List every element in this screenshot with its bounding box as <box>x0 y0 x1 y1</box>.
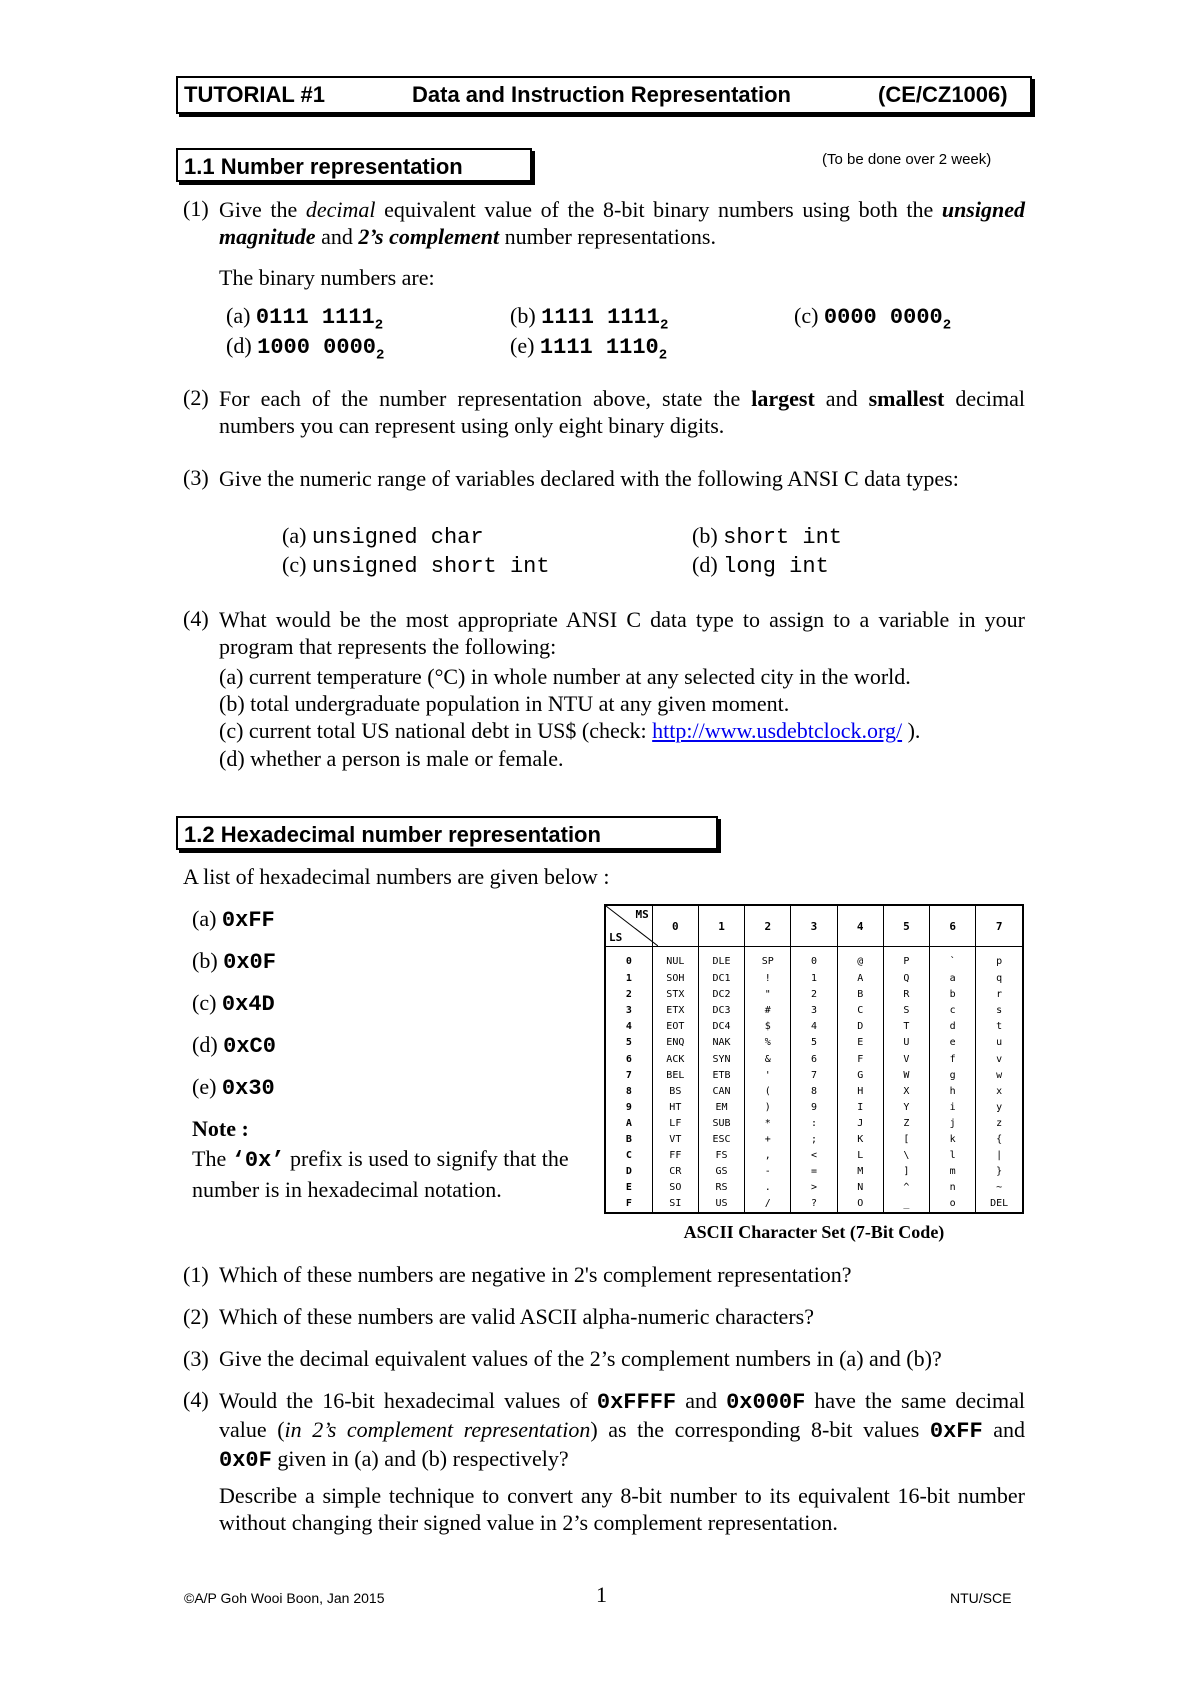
ascii-cell: k <box>930 1131 976 1147</box>
tutorial-number: TUTORIAL #1 <box>184 82 325 107</box>
ascii-cell: DC2 <box>698 987 744 1003</box>
ascii-cell: RS <box>698 1180 744 1196</box>
ascii-cell: o <box>930 1196 976 1212</box>
ascii-cell: 8 <box>791 1083 837 1099</box>
ascii-cell: J <box>837 1115 883 1131</box>
q4-item-b: (b) total undergraduate population in NTU at any given moment. <box>219 691 790 716</box>
ascii-cell: ) <box>745 1099 791 1115</box>
question-text: What would be the most appropriate ANSI C data type to assign to a variable in your program that represents the following: <box>219 607 1025 659</box>
ascii-cell: 9 <box>791 1099 837 1115</box>
question-number: (2) <box>183 385 209 410</box>
ascii-cell: f <box>930 1051 976 1067</box>
hex-item-b: (b) 0x0F <box>192 948 276 975</box>
section-heading-1-1: 1.1 Number representation <box>176 148 532 182</box>
ascii-cell: e <box>930 1035 976 1051</box>
ascii-cell: B <box>837 987 883 1003</box>
ascii-cell: US <box>698 1196 744 1212</box>
binary-list-intro: The binary numbers are: <box>219 265 435 290</box>
ascii-cell: ACK <box>652 1051 698 1067</box>
ascii-cell: L <box>837 1147 883 1163</box>
ascii-cell: h <box>930 1083 976 1099</box>
row-header: 4 <box>625 1021 632 1033</box>
col-header: 3 <box>791 906 837 947</box>
tutorial-title: Data and Instruction Representation <box>412 82 791 107</box>
col-header: 4 <box>837 906 883 947</box>
table-caption: ASCII Character Set (7-Bit Code) <box>683 1222 945 1242</box>
ascii-cell: w <box>976 1067 1022 1083</box>
row-header: 8 <box>625 1085 632 1097</box>
ascii-cell: _ <box>883 1196 929 1212</box>
question-text: Give the decimal equivalent values of the 2’s complement numbers in (a) and (b)? <box>219 1346 942 1371</box>
row-header: 3 <box>625 1005 632 1017</box>
ascii-cell: i <box>930 1099 976 1115</box>
ascii-cell: v <box>976 1051 1022 1067</box>
ascii-cell: VT <box>652 1131 698 1147</box>
ascii-cell: M <box>837 1164 883 1180</box>
ascii-cell: & <box>745 1051 791 1067</box>
ascii-cell: R <box>883 987 929 1003</box>
q4-item-c: (c) current total US national debt in US$ (check: http://www.usdebtclock.org/ ). <box>219 718 921 743</box>
corner-ms-label: MS <box>635 908 649 921</box>
ascii-cell: ? <box>791 1196 837 1212</box>
ascii-cell: BS <box>652 1083 698 1099</box>
row-header: B <box>625 1133 632 1145</box>
row-header: F <box>625 1198 632 1210</box>
ascii-cell: ~ <box>976 1180 1022 1196</box>
ascii-cell: K <box>837 1131 883 1147</box>
ascii-row <box>606 1099 1022 1115</box>
ascii-row <box>606 1051 1022 1067</box>
type-item-a: (a) unsigned char <box>282 523 484 550</box>
ascii-cell: CR <box>652 1164 698 1180</box>
ascii-cell: x <box>976 1083 1022 1099</box>
ascii-cell: n <box>930 1180 976 1196</box>
ascii-cell: p <box>976 947 1022 971</box>
row-header: 7 <box>625 1069 632 1081</box>
ascii-cell: - <box>745 1164 791 1180</box>
ascii-cell: ! <box>745 971 791 987</box>
col-header: 0 <box>652 906 698 947</box>
tutorial-header <box>176 76 1032 114</box>
ascii-cell: r <box>976 987 1022 1003</box>
ascii-row <box>606 1019 1022 1035</box>
ascii-cell: ] <box>883 1164 929 1180</box>
ascii-cell: \ <box>883 1147 929 1163</box>
row-header: 2 <box>625 989 632 1001</box>
ascii-cell: a <box>930 971 976 987</box>
binary-item-b: (b) 1111 $1111_2$ <box>510 303 669 334</box>
ascii-cell: DLE <box>698 947 744 971</box>
ascii-row <box>606 1196 1022 1212</box>
q4-item-a: (a) current temperature (°C) in whole number at any selected city in the world. <box>219 664 911 689</box>
ascii-cell: FF <box>652 1147 698 1163</box>
ascii-cell: $ <box>745 1019 791 1035</box>
ascii-cell: m <box>930 1164 976 1180</box>
ascii-cell: 1 <box>791 971 837 987</box>
hex-item-d: (d) 0xC0 <box>192 1032 276 1059</box>
question-number: (1) <box>183 196 209 221</box>
row-header: 9 <box>625 1101 632 1113</box>
question-number: (3) <box>183 1346 209 1371</box>
ascii-cell: LF <box>652 1115 698 1131</box>
ascii-cell: 3 <box>791 1003 837 1019</box>
ascii-cell: y <box>976 1099 1022 1115</box>
hex-item-c: (c) 0x4D <box>192 990 275 1017</box>
ascii-cell: / <box>745 1196 791 1212</box>
ascii-cell: Y <box>883 1099 929 1115</box>
question-number: (4) <box>183 606 209 631</box>
ascii-cell: } <box>976 1164 1022 1180</box>
ascii-cell: 6 <box>791 1051 837 1067</box>
ascii-cell: % <box>745 1035 791 1051</box>
page-number: 1 <box>596 1582 607 1607</box>
ascii-cell: ` <box>930 947 976 971</box>
ascii-cell: X <box>883 1083 929 1099</box>
ascii-row <box>606 1164 1022 1180</box>
ascii-cell: j <box>930 1115 976 1131</box>
row-header: A <box>625 1117 632 1129</box>
ascii-cell: l <box>930 1147 976 1163</box>
ascii-cell: = <box>791 1164 837 1180</box>
ascii-cell: FS <box>698 1147 744 1163</box>
row-header: 6 <box>625 1053 632 1065</box>
ascii-cell: DEL <box>976 1196 1022 1212</box>
ascii-cell: C <box>837 1003 883 1019</box>
ascii-cell: CAN <box>698 1083 744 1099</box>
col-header: 6 <box>930 906 976 947</box>
schedule-note: (To be done over 2 week) <box>822 151 992 168</box>
ascii-cell: NAK <box>698 1035 744 1051</box>
ascii-cell: s <box>976 1003 1022 1019</box>
question-text: Give the numeric range of variables declared with the following ANSI C data types: <box>219 466 959 491</box>
ascii-cell: ETX <box>652 1003 698 1019</box>
ascii-cell: H <box>837 1083 883 1099</box>
ascii-row <box>606 971 1022 987</box>
section-heading-1-2: 1.2 Hexadecimal number representation <box>176 816 718 850</box>
ascii-row <box>606 1115 1022 1131</box>
ascii-cell: ( <box>745 1083 791 1099</box>
ascii-cell: . <box>745 1180 791 1196</box>
ascii-cell: NUL <box>652 947 698 971</box>
corner-ls-label: LS <box>609 931 623 944</box>
row-header: E <box>625 1182 632 1194</box>
col-header: 7 <box>976 906 1022 947</box>
ascii-cell: 0 <box>791 947 837 971</box>
ascii-cell: c <box>930 1003 976 1019</box>
question-followup: Describe a simple technique to convert any 8-bit number to its equivalent 16-bit number without changing their signed value in 2’s complement representation. <box>219 1483 1025 1535</box>
ascii-cell: ^ <box>883 1180 929 1196</box>
ascii-cell: q <box>976 971 1022 987</box>
ascii-cell: b <box>930 987 976 1003</box>
ascii-cell: 2 <box>791 987 837 1003</box>
col-header: 2 <box>745 906 791 947</box>
ascii-cell: S <box>883 1003 929 1019</box>
row-header: D <box>625 1166 632 1178</box>
question-text: Would the 16-bit hexadecimal values of 0xFFFF and 0x000F have the same decimal value (in 2’s complement representation) as the corresponding 8-bit values 0xFF and 0x0F given in (a) and (b) respectively? <box>219 1388 1026 1473</box>
ascii-header-row <box>606 906 1022 947</box>
note-text: The ‘0x’ prefix is used to signify that the number is in hexadecimal notation. <box>192 1146 569 1202</box>
ascii-cell: 7 <box>791 1067 837 1083</box>
ascii-cell: d <box>930 1019 976 1035</box>
ascii-cell: t <box>976 1019 1022 1035</box>
ascii-cell: , <box>745 1147 791 1163</box>
question-text: Which of these numbers are valid ASCII alpha-numeric characters? <box>219 1304 814 1329</box>
type-item-b: (b) short int <box>692 523 842 550</box>
col-header: 5 <box>883 906 929 947</box>
ascii-body <box>606 947 1022 1213</box>
ascii-cell: : <box>791 1115 837 1131</box>
ascii-row <box>606 1035 1022 1051</box>
ascii-cell: g <box>930 1067 976 1083</box>
ascii-cell: W <box>883 1067 929 1083</box>
ascii-cell: 4 <box>791 1019 837 1035</box>
ascii-cell: O <box>837 1196 883 1212</box>
question-number: (1) <box>183 1262 209 1287</box>
footer-institution: NTU/SCE <box>950 1590 1012 1606</box>
binary-item-e: (e) 1111 $1110_2$ <box>510 333 668 364</box>
ascii-cell: SP <box>745 947 791 971</box>
question-text: Give the decimal equivalent value of the 8-bit binary numbers using both the unsigned magnitude and 2’s complement number representations. <box>219 197 1025 249</box>
ascii-cell: [ <box>883 1131 929 1147</box>
question-text: For each of the number representation above, state the largest and smallest decimal numbers you can represent using only eight binary digits. <box>219 386 1026 438</box>
ascii-cell: { <box>976 1131 1022 1147</box>
hex-item-e: (e) 0x30 <box>192 1074 275 1101</box>
ascii-row <box>606 1083 1022 1099</box>
ascii-cell: BEL <box>652 1067 698 1083</box>
ascii-cell: I <box>837 1099 883 1115</box>
question-number: (2) <box>183 1304 209 1329</box>
ascii-cell: SOH <box>652 971 698 987</box>
ascii-cell: P <box>883 947 929 971</box>
ascii-cell: F <box>837 1051 883 1067</box>
ascii-cell: SUB <box>698 1115 744 1131</box>
ascii-cell: SYN <box>698 1051 744 1067</box>
binary-item-c: (c) 0000 $0000_2$ <box>794 303 952 334</box>
col-header: 1 <box>698 906 744 947</box>
ascii-row <box>606 987 1022 1003</box>
corner-cell <box>606 906 652 947</box>
row-header: 5 <box>625 1037 632 1049</box>
row-header: 1 <box>625 973 632 985</box>
ascii-cell: G <box>837 1067 883 1083</box>
ascii-table <box>604 904 1024 1214</box>
ascii-cell: < <box>791 1147 837 1163</box>
ascii-cell: + <box>745 1131 791 1147</box>
ascii-cell: T <box>883 1019 929 1035</box>
ascii-cell: | <box>976 1147 1022 1163</box>
ascii-cell: " <box>745 987 791 1003</box>
ascii-cell: > <box>791 1180 837 1196</box>
ascii-cell: * <box>745 1115 791 1131</box>
row-header: C <box>625 1150 632 1162</box>
ascii-cell: ' <box>745 1067 791 1083</box>
ascii-cell: # <box>745 1003 791 1019</box>
ascii-cell: N <box>837 1180 883 1196</box>
type-item-c: (c) unsigned short int <box>282 552 550 579</box>
course-code: (CE/CZ1006) <box>878 82 1008 107</box>
ascii-row <box>606 1147 1022 1163</box>
ascii-cell: ; <box>791 1131 837 1147</box>
ascii-cell: E <box>837 1035 883 1051</box>
ascii-cell: EM <box>698 1099 744 1115</box>
row-header: 0 <box>625 956 632 968</box>
ascii-cell: u <box>976 1035 1022 1051</box>
ascii-cell: D <box>837 1019 883 1035</box>
hex-item-a: (a) 0xFF <box>192 906 275 933</box>
ascii-cell: @ <box>837 947 883 971</box>
ascii-row <box>606 947 1022 971</box>
footer-copyright: ©A/P Goh Wooi Boon, Jan 2015 <box>184 1590 385 1606</box>
ascii-row <box>606 1067 1022 1083</box>
ascii-cell: DC4 <box>698 1019 744 1035</box>
question-number: (4) <box>183 1387 209 1412</box>
question-number: (3) <box>183 465 209 490</box>
binary-item-a: (a) 0111 $1111_2$ <box>226 303 384 334</box>
hex-list-intro: A list of hexadecimal numbers are given below : <box>183 864 610 889</box>
question-text: Which of these numbers are negative in 2's complement representation? <box>219 1262 852 1287</box>
ascii-cell: z <box>976 1115 1022 1131</box>
ascii-cell: EOT <box>652 1019 698 1035</box>
ascii-cell: Q <box>883 971 929 987</box>
ascii-cell: SO <box>652 1180 698 1196</box>
ascii-cell: 5 <box>791 1035 837 1051</box>
usdebtclock-link[interactable]: http://www.usdebtclock.org/ <box>652 718 903 743</box>
ascii-row <box>606 1131 1022 1147</box>
ascii-cell: A <box>837 971 883 987</box>
ascii-cell: HT <box>652 1099 698 1115</box>
note-title: Note : <box>192 1116 249 1141</box>
ascii-cell: DC3 <box>698 1003 744 1019</box>
ascii-cell: ENQ <box>652 1035 698 1051</box>
ascii-cell: STX <box>652 987 698 1003</box>
ascii-cell: U <box>883 1035 929 1051</box>
ascii-row <box>606 1003 1022 1019</box>
ascii-cell: SI <box>652 1196 698 1212</box>
type-item-d: (d) long int <box>692 552 829 579</box>
binary-item-d: (d) 1000 $0000_2$ <box>226 333 385 364</box>
ascii-cell: DC1 <box>698 971 744 987</box>
ascii-cell: ETB <box>698 1067 744 1083</box>
ascii-cell: V <box>883 1051 929 1067</box>
ascii-cell: Z <box>883 1115 929 1131</box>
ascii-cell: ESC <box>698 1131 744 1147</box>
q4-item-d: (d) whether a person is male or female. <box>219 746 564 771</box>
ascii-row <box>606 1180 1022 1196</box>
ascii-cell: GS <box>698 1164 744 1180</box>
